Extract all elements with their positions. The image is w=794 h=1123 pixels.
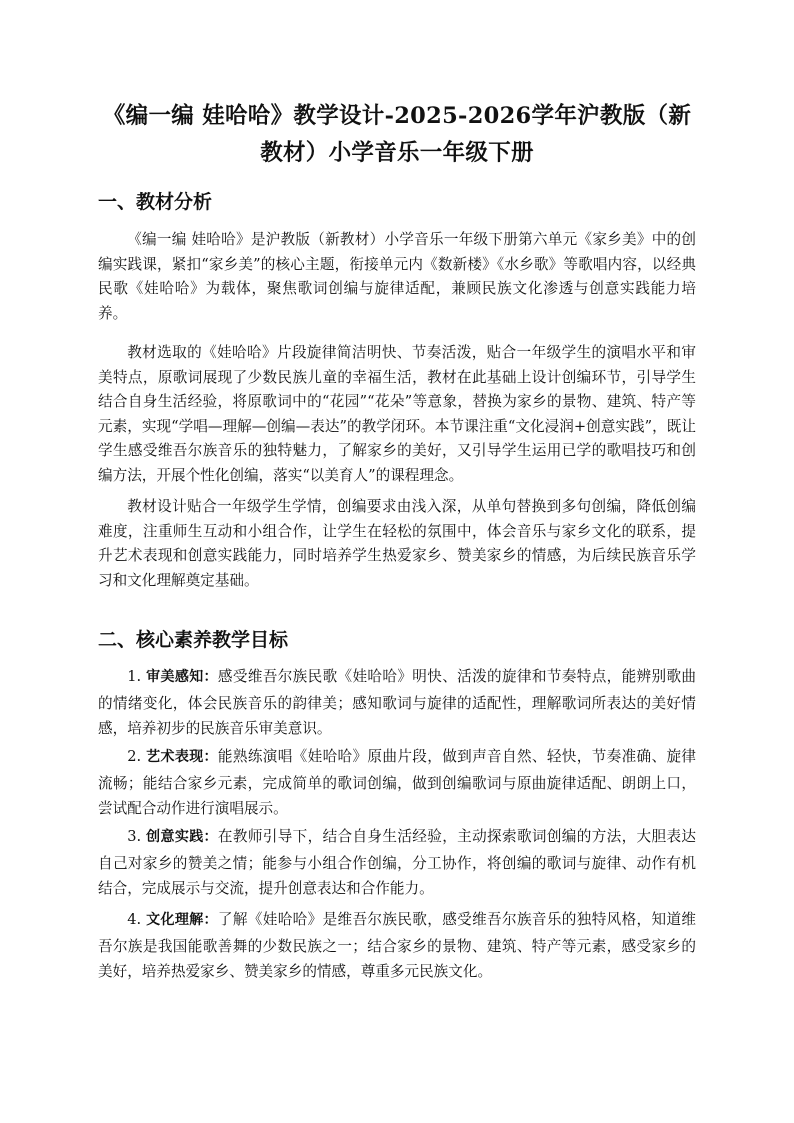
paragraph: 教材选取的《娃哈哈》片段旋律简洁明快、节奏活泼，贴合一年级学生的演唱水平和审美特点，原歌词展现了少数民族儿童的幸福生活，教材在此基础上设计创编环节，引导学生结合自身生活经验，将原歌词中的“花园”“花朵”等意象，替换为家乡的景物、建筑、特产等元素，实现“学唱—理解—创编—表达”的教学闭环。本节课注重“文化浸润+创意实践”，既让学生感受维吾尔族音乐的独特魅力，了解家乡的美好，又引导学生运用已学的歌唱技巧和创编方法，开展个性化创编，落实“以美育人”的课程理念。 xyxy=(98,344,696,484)
item-number: 1. xyxy=(127,668,142,685)
item-label: 创意实践： xyxy=(146,829,218,845)
paragraph: 《编一编 娃哈哈》是沪教版（新教材）小学音乐一年级下册第六单元《家乡美》中的创编实践课，紧扣“家乡美”的核心主题，衔接单元内《数新楼》《水乡歌》等歌唱内容，以经典民歌《娃哈哈》为载体，聚焦歌词创编与旋律适配，兼顾民族文化渗透与创意实践能力培养。 xyxy=(98,231,696,322)
item-text: 在教师引导下，结合自身生活经验，主动探索歌词创编的方法，大胆表达自己对家乡的赞美之情；能参与小组合作创编，分工协作，将创编的歌词与旋律、动作有机结合，完成展示与交流，提升创意表达和合作能力。 xyxy=(98,828,697,897)
item-number: 2. xyxy=(127,748,142,765)
document-title: 《编一编 娃哈哈》教学设计-2025-2026学年沪教版（新教材）小学音乐一年级下册 xyxy=(102,103,692,166)
item-text: 感受维吾尔族民歌《娃哈哈》明快、活泼的旋律和节奏特点，能辨别歌曲的情绪变化，体会民族音乐的韵律美；感知歌词与旋律的适配性，理解歌词所表达的美好情感，培养初步的民族音乐审美意识。 xyxy=(98,668,697,737)
item-number: 3. xyxy=(127,828,142,845)
item-label: 艺术表现： xyxy=(146,749,218,765)
item-label: 文化理解： xyxy=(146,912,218,928)
item-label: 审美感知： xyxy=(146,669,218,685)
objective-item xyxy=(98,664,696,742)
objective-item xyxy=(98,824,696,902)
paragraph: 教材设计贴合一年级学生学情，创编要求由浅入深，从单句替换到多句创编，降低创编难度，注重师生互动和小组合作，让学生在轻松的氛围中，体会音乐与家乡文化的联系，提升艺术表现和创意实践能力，同时培养学生热爱家乡、赞美家乡的情感，为后续民族音乐学习和文化理解奠定基础。 xyxy=(98,498,696,589)
item-text: 了解《娃哈哈》是维吾尔族民歌，感受维吾尔族音乐的独特风格，知道维吾尔族是我国能歌善舞的少数民族之一；结合家乡的景物、建筑、特产等元素，感受家乡的美好，培养热爱家乡、赞美家乡的情感，尊重多元民族文化。 xyxy=(98,911,697,980)
item-number: 4. xyxy=(127,911,142,928)
objective-item xyxy=(98,907,696,985)
section-heading-objectives: 二、核心素养教学目标 xyxy=(98,629,289,651)
item-text: 能熟练演唱《娃哈哈》原曲片段，做到声音自然、轻快，节奏准确、旋律流畅；能结合家乡元素，完成简单的歌词创编，做到创编歌词与原曲旋律适配、朗朗上口，尝试配合动作进行演唱展示。 xyxy=(98,748,697,817)
objective-item xyxy=(98,744,696,822)
section-heading-material-analysis: 一、教材分析 xyxy=(98,191,213,213)
